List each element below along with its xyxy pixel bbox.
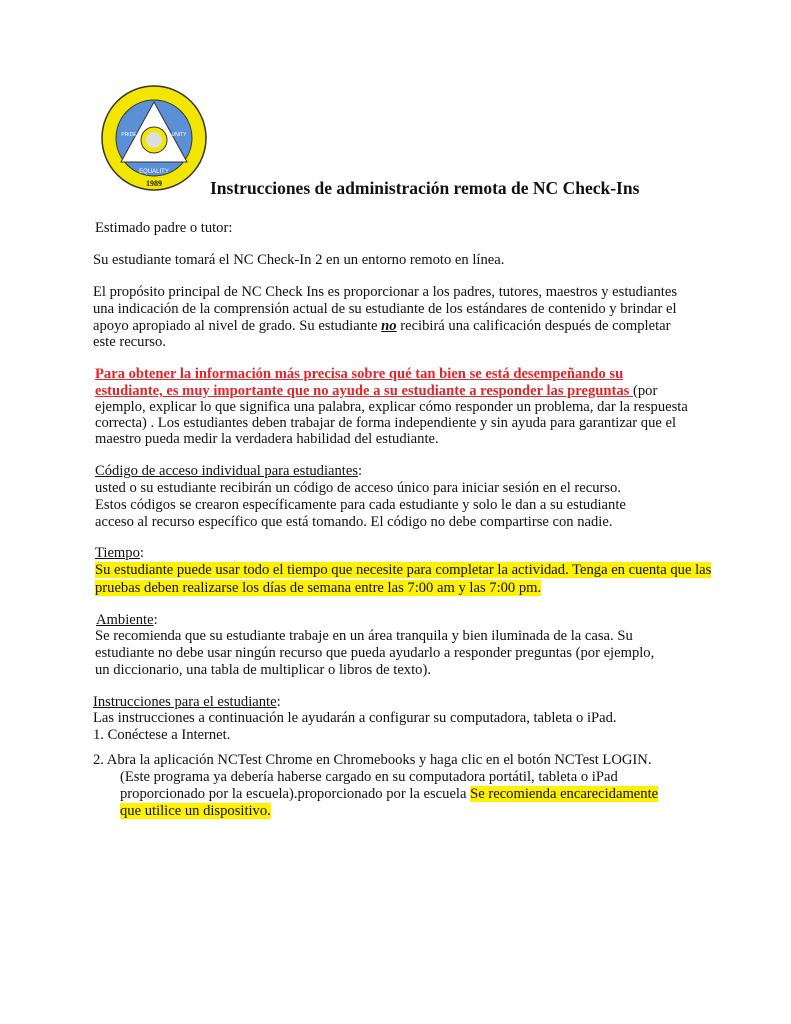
colon: : — [358, 463, 363, 479]
environment-line: Se recomienda que su estudiante trabaje en un área tranquila y bien iluminada de la casa. Su — [95, 628, 633, 644]
svg-text:UNITY: UNITY — [171, 132, 187, 138]
purpose-line: este recurso. — [93, 334, 166, 350]
step-2-line — [120, 803, 271, 820]
svg-text:EQUALITY: EQUALITY — [139, 169, 169, 175]
warning-text: estudiante, es muy importante que no ayude a su estudiante a responder las preguntas — [95, 383, 634, 399]
warning-line: correcta) . Los estudiantes deben trabajar de forma independiente y sin ayuda para garantizar que el — [95, 415, 677, 431]
instructions-heading — [93, 694, 281, 711]
text: (por — [633, 383, 658, 399]
text: apoyo apropiado al nivel de grado. Su estudiante — [93, 318, 382, 334]
step-2: 2. Abra la aplicación NCTest Chrome en Chromebooks y haga clic en el botón NCTest LOGIN. — [93, 752, 652, 768]
emphasis-no: no — [381, 318, 397, 334]
svg-text:PRIDE: PRIDE — [121, 132, 137, 138]
greeting: Estimado padre o tutor: — [95, 220, 233, 236]
purpose-line: El propósito principal de NC Check Ins es proporcionar a los padres, tutores, maestros y estudiantes — [93, 284, 678, 300]
access-line: Estos códigos se crearon específicamente para cada estudiante y solo le dan a su estudiante — [95, 497, 626, 513]
environment-line: estudiante no debe usar ningún recurso que pueda ayudarlo a responder preguntas (por ejemplo, — [95, 645, 655, 661]
school-district-logo — [95, 80, 213, 195]
svg-text:1989: 1989 — [146, 179, 162, 188]
warning-line — [95, 383, 657, 400]
colon: : — [276, 694, 281, 710]
instructions-line: Las instrucciones a continuación le ayudarán a configurar su computadora, tableta o iPad. — [93, 710, 617, 726]
time-line — [95, 562, 711, 579]
highlighted-text: Su estudiante puede usar todo el tiempo que necesite para completar la actividad. Tenga en cuenta que las — [95, 562, 712, 578]
text: proporcionado por la escuela).proporcionado por la escuela — [120, 786, 471, 802]
step-2-line: (Este programa ya debería haberse cargado en su computadora portátil, tableta o iPad — [120, 769, 618, 785]
colon: : — [139, 545, 144, 561]
purpose-line: una indicación de la comprensión actual de su estudiante de los estándares de contenido y brindar el — [93, 301, 677, 317]
highlighted-text: que utilice un dispositivo. — [120, 803, 271, 819]
highlighted-text: pruebas deben realizarse los días de semana entre las 7:00 am y las 7:00 pm. — [95, 580, 542, 596]
time-line — [95, 580, 541, 597]
time-heading — [95, 545, 144, 562]
highlighted-text: Se recomienda encarecidamente — [470, 786, 659, 802]
access-line: acceso al recurso específico que está tomando. El código no debe compartirse con nadie. — [95, 514, 613, 530]
warning-line: Para obtener la información más precisa sobre qué tan bien se está desempeñando su — [95, 366, 624, 382]
warning-line: ejemplo, explicar lo que significa una palabra, explicar cómo responder un problema, dar la respuesta — [95, 399, 688, 415]
step-1: 1. Conéctese a Internet. — [93, 727, 231, 743]
warning-line: maestro pueda medir la verdadera habilidad del estudiante. — [95, 431, 439, 447]
step-2-line — [120, 786, 658, 803]
heading-text: Ambiente — [96, 612, 154, 628]
access-heading — [95, 463, 362, 480]
access-line: usted o su estudiante recibirán un código de acceso único para iniciar sesión en el recurso. — [95, 480, 621, 496]
colon: : — [153, 612, 158, 628]
heading-text: Tiempo — [95, 545, 140, 561]
text: recibirá una calificación después de completar — [396, 318, 671, 334]
page-title: Instrucciones de administración remota de NC Check-Ins — [210, 178, 640, 198]
heading-text: Instrucciones para el estudiante — [93, 694, 277, 710]
environment-heading — [96, 612, 158, 629]
environment-line: un diccionario, una tabla de multiplicar o libros de texto). — [95, 662, 431, 678]
intro-text: Su estudiante tomará el NC Check-In 2 en un entorno remoto en línea. — [93, 252, 505, 268]
purpose-line — [93, 318, 670, 335]
heading-text: Código de acceso individual para estudiantes — [95, 463, 359, 479]
